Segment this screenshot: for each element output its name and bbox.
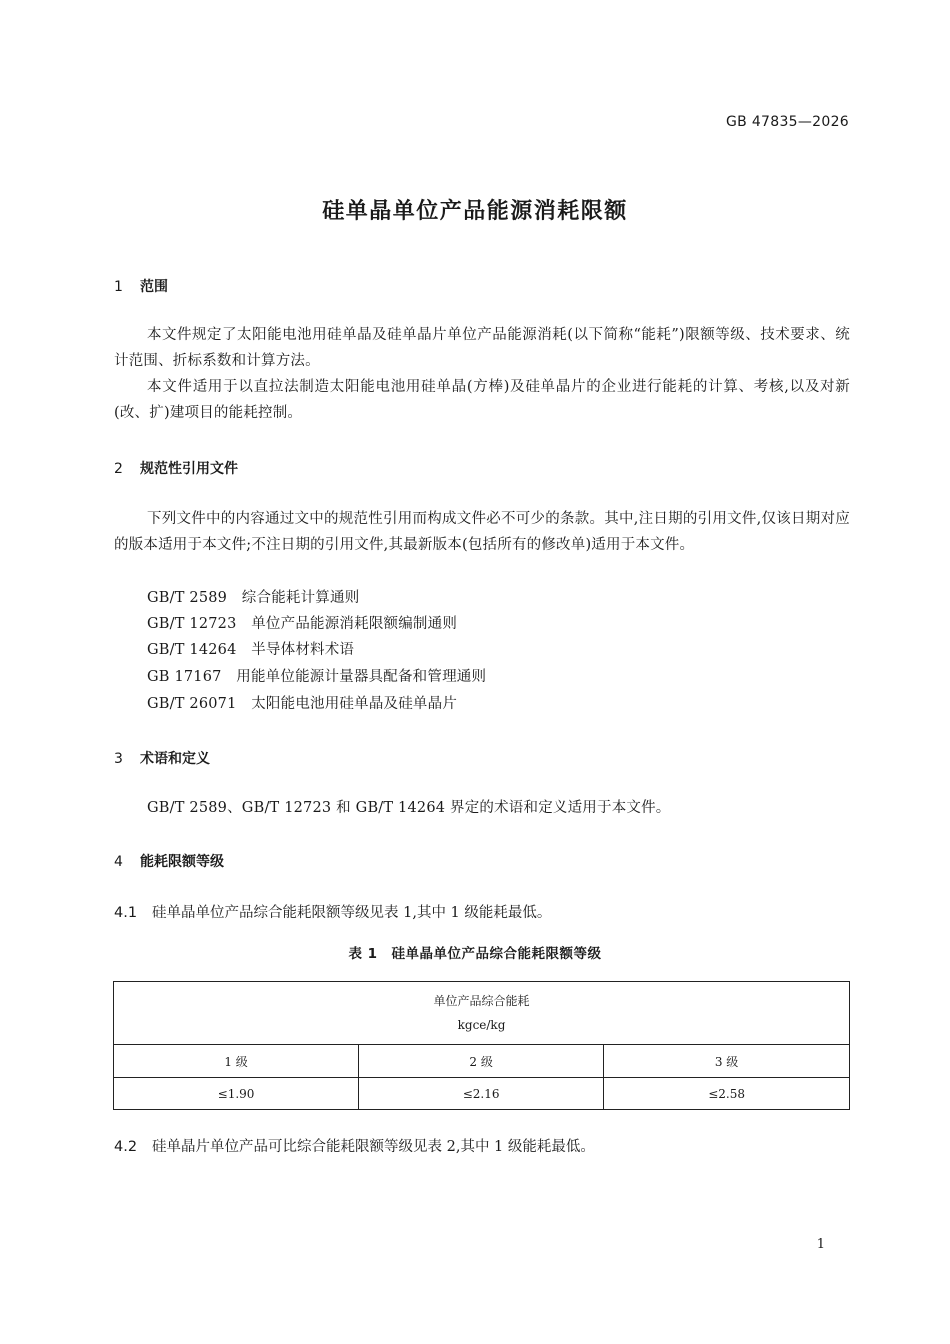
page-number: 1 [816,1237,825,1252]
table-row [114,1045,850,1078]
clause-4-1 [114,901,551,922]
standard-code: GB 47835—2026 [726,114,849,130]
section-number: 4 [114,854,123,870]
section-3-paragraph-1: GB/T 2589、GB/T 12723 和 GB/T 14264 界定的术语和定义适用于本文件。 [147,800,671,816]
table-header-unit: kgce/kg [457,1018,506,1032]
section-number: 3 [114,751,123,767]
energy-limit-table [113,981,850,1110]
reference-item: GB 17167 用能单位能源计量器具配备和管理通则 [147,669,487,685]
clause-text: 硅单晶单位产品综合能耗限额等级见表 1,其中 1 级能耗最低。 [152,905,552,921]
section-1-heading [114,276,168,296]
section-1-paragraph-2: 本文件适用于以直拉法制造太阳能电池用硅单晶(方棒)及硅单晶片的企业进行能耗的计算、考核,以及对新(改、扩)建项目的能耗控制。 [114,379,850,421]
clause-number: 4.1 [114,905,138,921]
reference-item: GB/T 12723 单位产品能源消耗限额编制通则 [147,616,458,632]
section-title: 能耗限额等级 [140,854,224,870]
section-number: 2 [114,461,123,477]
table-header [114,982,850,1045]
clause-text: 硅单晶片单位产品可比综合能耗限额等级见表 2,其中 1 级能耗最低。 [152,1139,595,1155]
table-1-caption: 表 1 硅单晶单位产品综合能耗限额等级 [348,946,602,962]
value-cell: ≤2.16 [359,1078,604,1110]
value-cell: ≤2.58 [604,1078,850,1110]
section-3-heading [114,748,210,768]
value-cell: ≤1.90 [114,1078,359,1110]
clause-number: 4.2 [114,1139,138,1155]
section-title: 范围 [140,279,168,295]
level-cell: 1 级 [114,1045,359,1078]
table-row [114,1078,850,1110]
reference-item: GB/T 26071 太阳能电池用硅单晶及硅单晶片 [147,696,458,712]
section-title: 术语和定义 [140,751,210,767]
level-cell: 2 级 [359,1045,604,1078]
section-number: 1 [114,279,123,295]
document-title: 硅单晶单位产品能源消耗限额 [322,199,628,224]
section-2-paragraph-1: 下列文件中的内容通过文中的规范性引用而构成文件必不可少的条款。其中,注日期的引用文件,仅该日期对应的版本适用于本文件;不注日期的引用文件,其最新版本(包括所有的修改单)适用于本文件。 [114,511,850,553]
section-4-heading [114,851,224,871]
clause-4-2 [114,1135,595,1156]
section-title: 规范性引用文件 [140,461,238,477]
reference-item: GB/T 14264 半导体材料术语 [147,642,355,658]
level-cell: 3 级 [604,1045,850,1078]
table-header-label: 单位产品综合能耗 [433,994,530,1008]
reference-item: GB/T 2589 综合能耗计算通则 [147,590,360,606]
section-2-heading [114,458,238,478]
section-1-paragraph-1: 本文件规定了太阳能电池用硅单晶及硅单晶片单位产品能源消耗(以下简称“能耗”)限额等级、技术要求、统计范围、折标系数和计算方法。 [114,327,850,369]
